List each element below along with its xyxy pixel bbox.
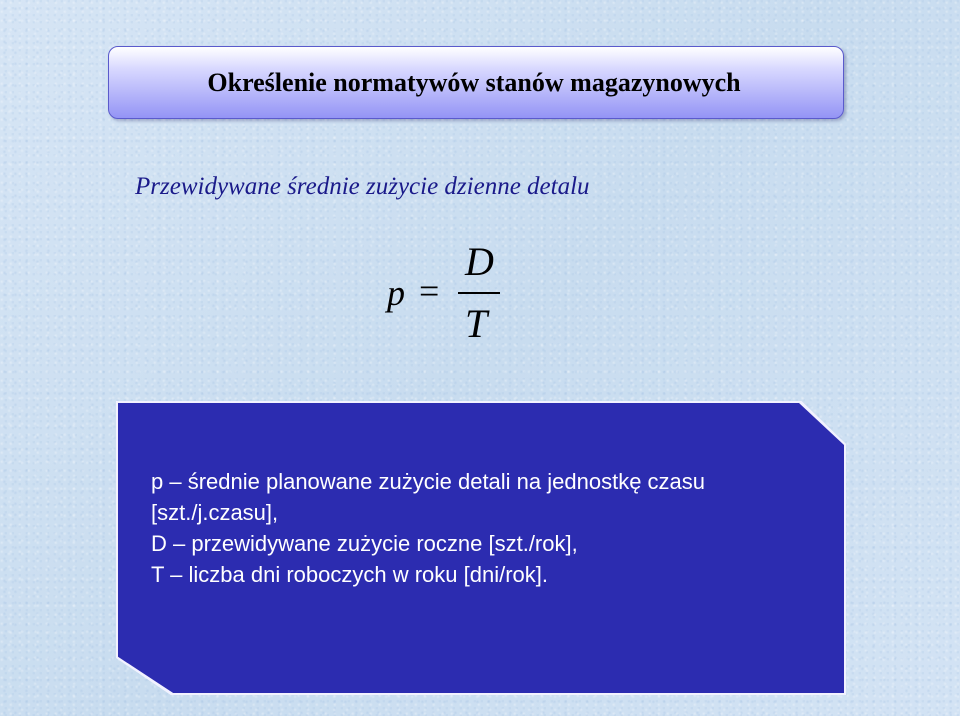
- fraction-bar: [458, 292, 500, 294]
- formula: [385, 239, 515, 356]
- formula-denominator: T: [465, 301, 488, 346]
- formula-numerator: D: [465, 239, 494, 284]
- formula-lhs: p: [387, 273, 405, 313]
- definition-line-p-unit: [szt./j.czasu],: [151, 500, 279, 525]
- title-banner: [108, 46, 844, 119]
- definition-text: [151, 466, 791, 590]
- formula-equals: =: [419, 271, 440, 311]
- definition-line-t: T – liczba dni roboczych w roku [dni/rok].: [151, 562, 548, 587]
- subtitle: Przewidywane średnie zużycie dzienne detalu: [135, 173, 590, 200]
- definition-line-d: D – przewidywane zużycie roczne [szt./rok],: [151, 531, 578, 556]
- definition-line-p: p – średnie planowane zużycie detali na jednostkę czasu: [151, 469, 706, 494]
- slide-title: Określenie normatywów stanów magazynowych: [207, 67, 741, 97]
